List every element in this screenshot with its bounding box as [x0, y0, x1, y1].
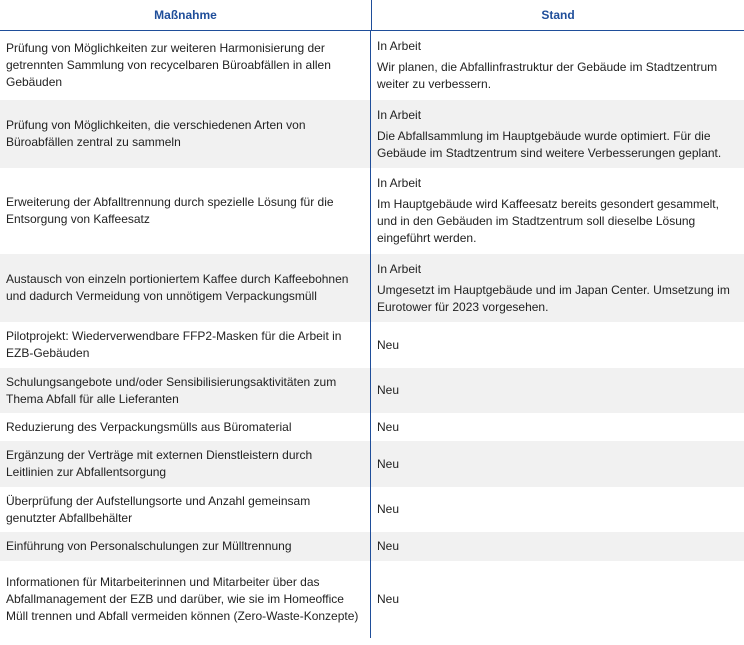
status-cell: Neu	[377, 539, 400, 553]
table-row	[0, 368, 744, 413]
status-cell: Neu	[377, 592, 400, 606]
status-text: In Arbeit	[377, 176, 422, 190]
measure-cell: Schulungsangebote und/oder Sensibilisierungsaktivitäten zum Thema Abfall für alle Lieferanten	[0, 368, 371, 413]
header-measure: Maßnahme	[0, 0, 372, 30]
measure-cell: Pilotprojekt: Wiederverwendbare FFP2-Masken für die Arbeit in EZB-Gebäuden	[0, 322, 371, 368]
status-cell	[371, 254, 744, 322]
status-cell: Neu	[377, 502, 400, 516]
measure-cell: Einführung von Personalschulungen zur Mülltrennung	[0, 532, 371, 561]
table-row	[0, 561, 744, 638]
measure-cell: Prüfung von Möglichkeiten, die verschiedenen Arten von Büroabfällen zentral zu sammeln	[0, 100, 371, 168]
measure-cell: Überprüfung der Aufstellungsorte und Anzahl gemeinsam genutzter Abfallbehälter	[0, 487, 371, 532]
table-row	[0, 487, 744, 532]
status-text: In Arbeit	[377, 108, 422, 122]
status-detail: Im Hauptgebäude wird Kaffeesatz bereits gesondert gesammelt, und in den Gebäuden im Stadtzentrum soll dieselbe Lösung eingeführt werden.	[377, 197, 719, 245]
table-row	[0, 168, 744, 254]
status-detail: Die Abfallsammlung im Hauptgebäude wurde optimiert. Für die Gebäude im Stadtzentrum sind weitere Verbesserungen geplant.	[377, 129, 722, 160]
status-cell: Neu	[377, 337, 400, 352]
table-header	[0, 0, 744, 31]
table-row	[0, 100, 744, 168]
status-cell: Neu	[377, 383, 400, 397]
measure-cell: Prüfung von Möglichkeiten zur weiteren Harmonisierung der getrennten Sammlung von recycelbaren Büroabfällen in allen Gebäuden	[0, 31, 371, 100]
status-text: In Arbeit	[377, 262, 422, 276]
measure-cell: Ergänzung der Verträge mit externen Dienstleistern durch Leitlinien zur Abfallentsorgung	[0, 441, 371, 487]
measure-cell: Informationen für Mitarbeiterinnen und Mitarbeiter über das Abfallmanagement der EZB und darüber, wie sie im Homeoffice Müll trennen und Abfall vermeiden können (Zero-Waste-Konzepte)	[0, 561, 371, 638]
table-row	[0, 31, 744, 100]
header-status: Stand	[541, 8, 575, 22]
table-row	[0, 322, 744, 368]
table-row	[0, 413, 744, 441]
table-row	[0, 441, 744, 487]
status-cell: Neu	[377, 456, 400, 471]
status-cell	[371, 168, 744, 254]
status-cell	[371, 100, 744, 168]
status-detail: Umgesetzt im Hauptgebäude und im Japan Center. Umsetzung im Eurotower für 2023 vorgesehen.	[377, 283, 730, 314]
status-cell	[371, 31, 744, 100]
table-row	[0, 532, 744, 561]
status-cell: Neu	[377, 419, 400, 434]
measure-cell: Erweiterung der Abfalltrennung durch spezielle Lösung für die Entsorgung von Kaffeesatz	[0, 168, 371, 254]
measure-cell: Reduzierung des Verpackungsmülls aus Büromaterial	[0, 413, 371, 441]
status-detail: Wir planen, die Abfallinfrastruktur der Gebäude im Stadtzentrum weiter zu verbessern.	[377, 60, 718, 91]
table-row	[0, 254, 744, 322]
status-text: In Arbeit	[377, 39, 422, 53]
measure-cell: Austausch von einzeln portioniertem Kaffee durch Kaffeebohnen und dadurch Vermeidung von unnötigem Verpackungsmüll	[0, 254, 371, 322]
